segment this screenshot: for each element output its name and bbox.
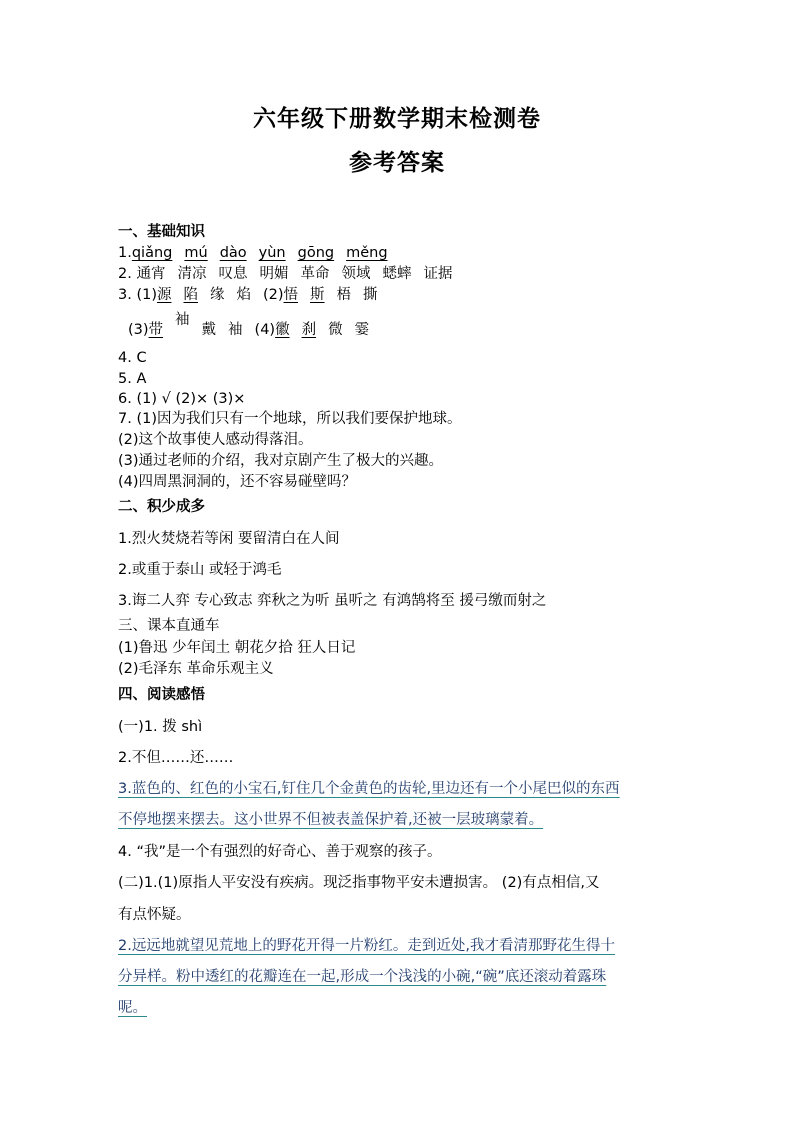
answer-6: 6. (1) √ (2)× (3)× xyxy=(118,391,246,407)
answer-7-3: (3)通过老师的介绍，我对京剧产生了极大的兴趣。 xyxy=(118,453,444,469)
section-3-heading: 三、课本直通车 xyxy=(118,618,220,634)
section-1-heading: 一、基础知识 xyxy=(118,224,205,240)
section-3-answer-2: (2)毛泽东 革命乐观主义 xyxy=(118,661,274,677)
answer-3-characters-b: (3)带袖戴 袖 (4)徽 刹 微 霎 xyxy=(128,312,370,338)
section-2-answer-1: 1.烈火焚烧若等闲 要留清白在人间 xyxy=(118,531,340,547)
section-4-heading: 四、阅读感悟 xyxy=(118,687,205,703)
answer-3-characters-a: 3. (1)源 陷 缘 焰 (2)悟 斯 梧 撕 xyxy=(118,287,378,303)
answer-1-pinyin: 1.qiǎng mú dào yùn gōng měng xyxy=(118,245,388,261)
answer-7-2: (2)这个故事使人感动得落泪。 xyxy=(118,432,313,448)
answer-2-words: 2. 通宵 清凉 叹息 明媚 革命 领域 蟋蟀 证据 xyxy=(118,266,453,282)
answer-7-4: (4)四周黑洞洞的，还不容易碰壁吗？ xyxy=(118,474,357,490)
section-2-answer-2: 2.或重于泰山 或轻于鸿毛 xyxy=(118,562,282,578)
reading-1-q4: 4. “我”是一个有强烈的好奇心、善于观察的孩子。 xyxy=(118,844,442,860)
answer-7-1: 7. (1)因为我们只有一个地球，所以我们要保护地球。 xyxy=(118,411,462,427)
reading-1-q3-line1: 3.蓝色的、红色的小宝石,钉住几个金黄色的齿轮,里边还有一个小尾巴似的东西 xyxy=(118,781,620,797)
answer-5: 5. A xyxy=(118,371,147,387)
section-2-heading: 二、积少成多 xyxy=(118,499,205,515)
section-3-answer-1: (1)鲁迅 少年闰土 朝花夕拾 狂人日记 xyxy=(118,640,356,656)
page-subtitle: 参考答案 xyxy=(349,150,445,176)
reading-2-q1-line1: (二)1.(1)原指人平安没有疾病。现泛指事物平安未遭损害。 (2)有点相信,又 xyxy=(118,875,600,891)
page-title: 六年级下册数学期末检测卷 xyxy=(253,106,541,132)
reading-2-q2-line3: 呢。 xyxy=(118,1000,147,1016)
reading-2-q2-line1: 2.远远地就望见荒地上的野花开得一片粉红。走到近处,我才看清那野花生得十 xyxy=(118,938,615,954)
section-2-answer-3: 3.诲二人弈 专心致志 弈秋之为听 虽听之 有鸿鹄将至 援弓缴而射之 xyxy=(118,593,547,609)
answer-4: 4. C xyxy=(118,350,147,366)
reading-1-q3-line2: 不停地摆来摆去。这小世界不但被表盖保护着,还被一层玻璃蒙着。 xyxy=(118,812,544,828)
reading-1-q2: 2.不但……还…… xyxy=(118,750,234,766)
reading-1-q1: (一)1. 拨 shì xyxy=(118,719,203,735)
reading-2-q1-line2: 有点怀疑。 xyxy=(118,907,191,923)
reading-2-q2-line2: 分异样。粉中透红的花瓣连在一起,形成一个浅浅的小碗,“碗”底还滚动着露珠 xyxy=(118,969,607,985)
